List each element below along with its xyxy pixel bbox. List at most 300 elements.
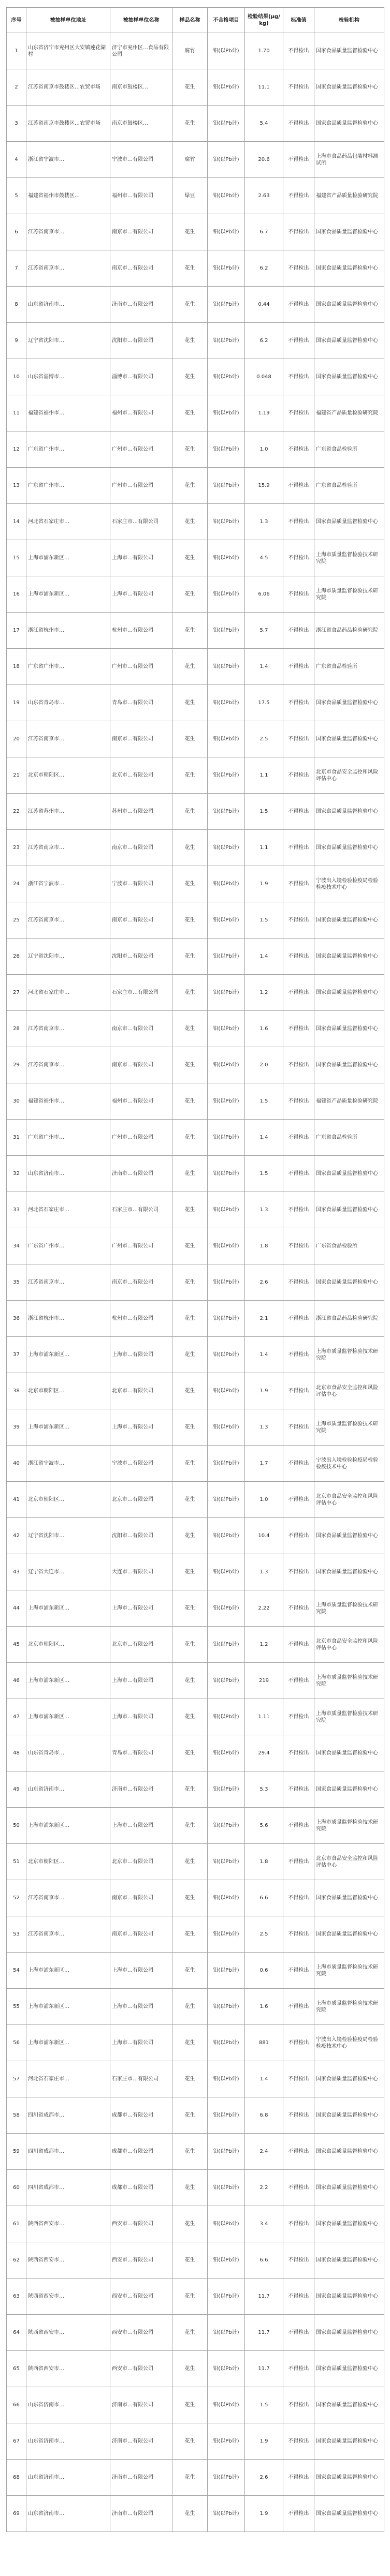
table-row — [7, 1735, 384, 1771]
agency-cell: 福建省产品质量检验研究院 — [314, 1083, 384, 1120]
agency-cell: 浙江省食品药品检验研究院 — [314, 613, 384, 649]
seq-cell: 11 — [7, 395, 26, 431]
entity-cell: 广州市…有限公司 — [110, 1228, 172, 1264]
seq-cell: 38 — [7, 1373, 26, 1409]
table-row — [7, 2460, 384, 2496]
address-cell: 山东省济南市… — [26, 2423, 110, 2460]
seq-cell: 17 — [7, 613, 26, 649]
seq-cell: 2 — [7, 69, 26, 106]
sample-cell: 花生 — [172, 1663, 208, 1699]
standard-cell: 不得检出 — [283, 1771, 314, 1808]
sample-cell: 花生 — [172, 1301, 208, 1337]
seq-cell: 12 — [7, 431, 26, 468]
standard-cell: 不得检出 — [283, 106, 314, 142]
table-row — [7, 830, 384, 866]
entity-cell: 宁波市…有限公司 — [110, 142, 172, 178]
entity-cell: 石家庄市…有限公司 — [110, 2061, 172, 2097]
item-cell: 铅(以Pb计) — [208, 33, 245, 69]
sample-cell: 花生 — [172, 1264, 208, 1301]
seq-cell: 25 — [7, 902, 26, 939]
table-row — [7, 1844, 384, 1880]
result-cell: 1.5 — [245, 902, 283, 939]
address-cell: 江苏省南京市… — [26, 1916, 110, 1953]
seq-cell: 15 — [7, 540, 26, 576]
agency-cell: 国家食品质量监督检验中心 — [314, 721, 384, 757]
table-row — [7, 2097, 384, 2134]
address-cell: 江苏省南京市… — [26, 721, 110, 757]
table-row — [7, 2242, 384, 2279]
agency-cell: 国家食品质量监督检验中心 — [314, 939, 384, 975]
entity-cell: 南京市…有限公司 — [110, 902, 172, 939]
address-cell: 上海市浦东新区… — [26, 1808, 110, 1844]
seq-cell: 8 — [7, 287, 26, 323]
result-cell: 881 — [245, 2025, 283, 2061]
sample-cell: 花生 — [172, 1844, 208, 1880]
standard-cell: 不得检出 — [283, 830, 314, 866]
result-cell: 11.7 — [245, 2279, 283, 2315]
entity-cell: 南京市鼓楼区… — [110, 69, 172, 106]
item-cell: 铅(以Pb计) — [208, 106, 245, 142]
agency-cell: 上海市质量监督检验技术研究院 — [314, 1808, 384, 1844]
header-cell: 不合格项目 — [208, 8, 245, 33]
standard-cell: 不得检出 — [283, 794, 314, 830]
entity-cell: 石家庄市…有限公司 — [110, 504, 172, 540]
address-cell: 四川省成都市… — [26, 2170, 110, 2206]
address-cell: 上海市浦东新区… — [26, 1699, 110, 1735]
result-cell: 6.2 — [245, 250, 283, 287]
table-row — [7, 1699, 384, 1735]
seq-cell: 13 — [7, 468, 26, 504]
result-cell: 1.4 — [245, 1337, 283, 1373]
address-cell: 江苏省南京市… — [26, 830, 110, 866]
result-cell: 1.4 — [245, 939, 283, 975]
entity-cell: 福州市…有限公司 — [110, 395, 172, 431]
address-cell: 山东省济南市… — [26, 2387, 110, 2423]
header-cell: 被抽样单位名称 — [110, 8, 172, 33]
seq-cell: 49 — [7, 1771, 26, 1808]
entity-cell: 沈阳市…有限公司 — [110, 939, 172, 975]
table-row — [7, 2279, 384, 2315]
result-cell: 1.5 — [245, 794, 283, 830]
seq-cell: 24 — [7, 866, 26, 902]
standard-cell: 不得检出 — [283, 2387, 314, 2423]
table-row — [7, 939, 384, 975]
agency-cell: 上海市质量监督检验技术研究院 — [314, 540, 384, 576]
address-cell: 上海市浦东新区… — [26, 2025, 110, 2061]
sample-cell: 花生 — [172, 1446, 208, 1482]
agency-cell: 国家食品质量监督检验中心 — [314, 1264, 384, 1301]
seq-cell: 20 — [7, 721, 26, 757]
agency-cell: 国家食品质量监督检验中心 — [314, 2170, 384, 2206]
item-cell: 铅(以Pb计) — [208, 866, 245, 902]
results-table — [6, 7, 384, 2532]
address-cell: 江苏省南京市… — [26, 1047, 110, 1083]
item-cell: 铅(以Pb计) — [208, 830, 245, 866]
result-cell: 1.9 — [245, 866, 283, 902]
agency-cell: 广东省食品检验所 — [314, 649, 384, 685]
agency-cell: 福建省产品质量检验研究院 — [314, 395, 384, 431]
standard-cell: 不得检出 — [283, 902, 314, 939]
sample-cell: 花生 — [172, 1771, 208, 1808]
entity-cell: 西安市…有限公司 — [110, 2279, 172, 2315]
item-cell: 铅(以Pb计) — [208, 576, 245, 613]
item-cell: 铅(以Pb计) — [208, 1989, 245, 2025]
result-cell: 5.4 — [245, 106, 283, 142]
entity-cell: 北京市…有限公司 — [110, 757, 172, 794]
seq-cell: 30 — [7, 1083, 26, 1120]
address-cell: 辽宁省沈阳市… — [26, 1518, 110, 1554]
standard-cell: 不得检出 — [283, 1156, 314, 1192]
address-cell: 四川省成都市… — [26, 2134, 110, 2170]
entity-cell: 南京市…有限公司 — [110, 214, 172, 250]
address-cell: 江苏省南京市… — [26, 1880, 110, 1916]
seq-cell: 47 — [7, 1699, 26, 1735]
result-cell: 17.5 — [245, 685, 283, 721]
item-cell: 铅(以Pb计) — [208, 1699, 245, 1735]
standard-cell: 不得检出 — [283, 1011, 314, 1047]
seq-cell: 65 — [7, 2351, 26, 2387]
entity-cell: 沈阳市…有限公司 — [110, 323, 172, 359]
agency-cell: 国家食品质量监督检验中心 — [314, 2496, 384, 2532]
sample-cell: 腐竹 — [172, 33, 208, 69]
result-cell: 1.4 — [245, 649, 283, 685]
address-cell: 上海市浦东新区… — [26, 1663, 110, 1699]
standard-cell: 不得检出 — [283, 1228, 314, 1264]
result-cell: 1.1 — [245, 830, 283, 866]
entity-cell: 沈阳市…有限公司 — [110, 1518, 172, 1554]
sample-cell: 花生 — [172, 2423, 208, 2460]
standard-cell: 不得检出 — [283, 721, 314, 757]
standard-cell: 不得检出 — [283, 431, 314, 468]
agency-cell: 国家食品质量监督检验中心 — [314, 1880, 384, 1916]
table-row — [7, 1771, 384, 1808]
entity-cell: 石家庄市…有限公司 — [110, 1192, 172, 1228]
item-cell: 铅(以Pb计) — [208, 2134, 245, 2170]
agency-cell: 上海市质量监督检验技术研究院 — [314, 1953, 384, 1989]
seq-cell: 19 — [7, 685, 26, 721]
sample-cell: 花生 — [172, 1590, 208, 1627]
sample-cell: 花生 — [172, 975, 208, 1011]
standard-cell: 不得检出 — [283, 685, 314, 721]
item-cell: 铅(以Pb计) — [208, 468, 245, 504]
address-cell: 广东省广州市… — [26, 431, 110, 468]
item-cell: 铅(以Pb计) — [208, 2387, 245, 2423]
seq-cell: 41 — [7, 1482, 26, 1518]
result-cell: 5.7 — [245, 613, 283, 649]
address-cell: 陕西省西安市… — [26, 2279, 110, 2315]
address-cell: 四川省成都市… — [26, 2097, 110, 2134]
seq-cell: 62 — [7, 2242, 26, 2279]
agency-cell: 国家食品质量监督检验中心 — [314, 2134, 384, 2170]
table-row — [7, 975, 384, 1011]
table-row — [7, 1627, 384, 1663]
address-cell: 广东省广州市… — [26, 1228, 110, 1264]
standard-cell: 不得检出 — [283, 504, 314, 540]
address-cell: 北京市朝阳区… — [26, 1627, 110, 1663]
table-row — [7, 2206, 384, 2242]
standard-cell: 不得检出 — [283, 1446, 314, 1482]
standard-cell: 不得检出 — [283, 1627, 314, 1663]
item-cell: 铅(以Pb计) — [208, 1337, 245, 1373]
result-cell: 1.2 — [245, 1627, 283, 1663]
sample-cell: 花生 — [172, 1699, 208, 1735]
item-cell: 铅(以Pb计) — [208, 1409, 245, 1446]
result-cell: 2.22 — [245, 1590, 283, 1627]
result-cell: 1.8 — [245, 1844, 283, 1880]
sample-cell: 花生 — [172, 1482, 208, 1518]
item-cell: 铅(以Pb计) — [208, 1192, 245, 1228]
item-cell: 铅(以Pb计) — [208, 504, 245, 540]
address-cell: 山东省青岛市… — [26, 1735, 110, 1771]
address-cell: 陕西省西安市… — [26, 2242, 110, 2279]
table-row — [7, 1156, 384, 1192]
table-row — [7, 1337, 384, 1373]
address-cell: 上海市浦东新区… — [26, 576, 110, 613]
result-cell: 1.19 — [245, 395, 283, 431]
entity-cell: 上海市…有限公司 — [110, 2025, 172, 2061]
result-cell: 6.6 — [245, 2242, 283, 2279]
result-cell: 1.6 — [245, 1989, 283, 2025]
entity-cell: 西安市…有限公司 — [110, 2206, 172, 2242]
item-cell: 铅(以Pb计) — [208, 2061, 245, 2097]
result-cell: 1.6 — [245, 1011, 283, 1047]
item-cell: 铅(以Pb计) — [208, 2315, 245, 2351]
sample-cell: 花生 — [172, 685, 208, 721]
table-row — [7, 2423, 384, 2460]
entity-cell: 南京市…有限公司 — [110, 830, 172, 866]
item-cell: 铅(以Pb计) — [208, 2460, 245, 2496]
seq-cell: 56 — [7, 2025, 26, 2061]
sample-cell: 花生 — [172, 2242, 208, 2279]
sample-cell: 花生 — [172, 649, 208, 685]
sample-cell: 花生 — [172, 1228, 208, 1264]
table-row — [7, 613, 384, 649]
table-row — [7, 540, 384, 576]
agency-cell: 国家食品质量监督检验中心 — [314, 1156, 384, 1192]
result-cell: 2.63 — [245, 178, 283, 214]
sample-cell: 花生 — [172, 1047, 208, 1083]
standard-cell: 不得检出 — [283, 2460, 314, 2496]
agency-cell: 广东省食品检验所 — [314, 1120, 384, 1156]
address-cell: 山东省济南市… — [26, 1156, 110, 1192]
result-cell: 1.4 — [245, 1120, 283, 1156]
sample-cell: 花生 — [172, 1011, 208, 1047]
sample-cell: 花生 — [172, 69, 208, 106]
table-row — [7, 902, 384, 939]
seq-cell: 23 — [7, 830, 26, 866]
table-row — [7, 2351, 384, 2387]
agency-cell: 国家食品质量监督检验中心 — [314, 1554, 384, 1590]
result-cell: 6.6 — [245, 1880, 283, 1916]
sample-cell: 花生 — [172, 540, 208, 576]
result-cell: 3.4 — [245, 2206, 283, 2242]
agency-cell: 上海市质量监督检验技术研究院 — [314, 1663, 384, 1699]
standard-cell: 不得检出 — [283, 2279, 314, 2315]
standard-cell: 不得检出 — [283, 2242, 314, 2279]
seq-cell: 29 — [7, 1047, 26, 1083]
agency-cell: 国家食品质量监督检验中心 — [314, 359, 384, 395]
address-cell: 陕西省西安市… — [26, 2315, 110, 2351]
header-cell: 被抽样单位地址 — [26, 8, 110, 33]
agency-cell: 广东省食品检验所 — [314, 431, 384, 468]
address-cell: 北京市朝阳区… — [26, 1373, 110, 1409]
entity-cell: 济宁市兖州区…食品有限公司 — [110, 33, 172, 69]
sample-cell: 腐竹 — [172, 142, 208, 178]
standard-cell: 不得检出 — [283, 395, 314, 431]
agency-cell: 国家食品质量监督检验中心 — [314, 2206, 384, 2242]
agency-cell: 北京市食品安全监控和风险评估中心 — [314, 1482, 384, 1518]
item-cell: 铅(以Pb计) — [208, 142, 245, 178]
item-cell: 铅(以Pb计) — [208, 2097, 245, 2134]
result-cell: 2.0 — [245, 1047, 283, 1083]
address-cell: 上海市浦东新区… — [26, 540, 110, 576]
address-cell: 广东省广州市… — [26, 468, 110, 504]
table-row — [7, 2315, 384, 2351]
standard-cell: 不得检出 — [283, 1554, 314, 1590]
entity-cell: 成都市…有限公司 — [110, 2170, 172, 2206]
sample-cell: 花生 — [172, 431, 208, 468]
table-row — [7, 1880, 384, 1916]
entity-cell: 上海市…有限公司 — [110, 1989, 172, 2025]
table-row — [7, 214, 384, 250]
address-cell: 浙江省宁波市… — [26, 866, 110, 902]
entity-cell: 广州市…有限公司 — [110, 649, 172, 685]
header-cell: 检验结果(μg/kg) — [245, 8, 283, 33]
sample-cell: 花生 — [172, 214, 208, 250]
standard-cell: 不得检出 — [283, 1916, 314, 1953]
sample-cell: 花生 — [172, 2387, 208, 2423]
result-cell: 1.1 — [245, 757, 283, 794]
entity-cell: 济南市…有限公司 — [110, 1771, 172, 1808]
item-cell: 铅(以Pb计) — [208, 794, 245, 830]
entity-cell: 上海市…有限公司 — [110, 1337, 172, 1373]
item-cell: 铅(以Pb计) — [208, 2025, 245, 2061]
address-cell: 河北省石家庄市… — [26, 504, 110, 540]
item-cell: 铅(以Pb计) — [208, 431, 245, 468]
address-cell: 山东省济南市… — [26, 287, 110, 323]
agency-cell: 广东省食品检验所 — [314, 468, 384, 504]
sample-cell: 花生 — [172, 757, 208, 794]
sample-cell: 花生 — [172, 1120, 208, 1156]
table-row — [7, 106, 384, 142]
standard-cell: 不得检出 — [283, 1663, 314, 1699]
agency-cell: 国家食品质量监督检验中心 — [314, 1771, 384, 1808]
result-cell: 11.7 — [245, 2315, 283, 2351]
item-cell: 铅(以Pb计) — [208, 1083, 245, 1120]
standard-cell: 不得检出 — [283, 287, 314, 323]
address-cell: 河北省石家庄市… — [26, 1192, 110, 1228]
standard-cell: 不得检出 — [283, 1808, 314, 1844]
entity-cell: 福州市…有限公司 — [110, 1083, 172, 1120]
sample-cell: 花生 — [172, 2206, 208, 2242]
sample-cell: 花生 — [172, 2279, 208, 2315]
agency-cell: 国家食品质量监督检验中心 — [314, 323, 384, 359]
entity-cell: 大连市…有限公司 — [110, 1554, 172, 1590]
result-cell: 1.11 — [245, 1699, 283, 1735]
standard-cell: 不得检出 — [283, 1047, 314, 1083]
address-cell: 河北省石家庄市… — [26, 2061, 110, 2097]
sample-cell: 花生 — [172, 721, 208, 757]
table-header-row — [7, 8, 384, 33]
item-cell: 铅(以Pb计) — [208, 1120, 245, 1156]
entity-cell: 南京市…有限公司 — [110, 721, 172, 757]
seq-cell: 4 — [7, 142, 26, 178]
standard-cell: 不得检出 — [283, 142, 314, 178]
seq-cell: 36 — [7, 1301, 26, 1337]
entity-cell: 上海市…有限公司 — [110, 576, 172, 613]
seq-cell: 45 — [7, 1627, 26, 1663]
address-cell: 山东省济宁市兖州区大安镇莲花湖村 — [26, 33, 110, 69]
seq-cell: 68 — [7, 2460, 26, 2496]
agency-cell: 宁波出入境检验检疫局检验检疫技术中心 — [314, 2025, 384, 2061]
standard-cell: 不得检出 — [283, 1192, 314, 1228]
result-cell: 0.44 — [245, 287, 283, 323]
address-cell: 山东省淄博市… — [26, 359, 110, 395]
seq-cell: 67 — [7, 2423, 26, 2460]
result-cell: 1.9 — [245, 2496, 283, 2532]
item-cell: 铅(以Pb计) — [208, 1518, 245, 1554]
item-cell: 铅(以Pb计) — [208, 975, 245, 1011]
sample-cell: 花生 — [172, 2170, 208, 2206]
sample-cell: 花生 — [172, 2134, 208, 2170]
item-cell: 铅(以Pb计) — [208, 1554, 245, 1590]
sample-cell: 花生 — [172, 1627, 208, 1663]
entity-cell: 淄博市…有限公司 — [110, 359, 172, 395]
item-cell: 铅(以Pb计) — [208, 1264, 245, 1301]
item-cell: 铅(以Pb计) — [208, 1011, 245, 1047]
entity-cell: 济南市…有限公司 — [110, 1156, 172, 1192]
seq-cell: 43 — [7, 1554, 26, 1590]
standard-cell: 不得检出 — [283, 649, 314, 685]
agency-cell: 上海市质量监督检验技术研究院 — [314, 1409, 384, 1446]
table-row — [7, 250, 384, 287]
sample-cell: 花生 — [172, 2496, 208, 2532]
agency-cell: 国家食品质量监督检验中心 — [314, 2460, 384, 2496]
address-cell: 浙江省宁波市… — [26, 142, 110, 178]
item-cell: 铅(以Pb计) — [208, 1373, 245, 1409]
entity-cell: 青岛市…有限公司 — [110, 685, 172, 721]
agency-cell: 国家食品质量监督检验中心 — [314, 504, 384, 540]
entity-cell: 宁波市…有限公司 — [110, 866, 172, 902]
table-row — [7, 576, 384, 613]
seq-cell: 50 — [7, 1808, 26, 1844]
table-row — [7, 1192, 384, 1228]
address-cell: 辽宁省沈阳市… — [26, 939, 110, 975]
item-cell: 铅(以Pb计) — [208, 613, 245, 649]
item-cell: 铅(以Pb计) — [208, 2170, 245, 2206]
standard-cell: 不得检出 — [283, 1373, 314, 1409]
agency-cell: 国家食品质量监督检验中心 — [314, 1735, 384, 1771]
standard-cell: 不得检出 — [283, 2315, 314, 2351]
agency-cell: 国家食品质量监督检验中心 — [314, 69, 384, 106]
seq-cell: 31 — [7, 1120, 26, 1156]
standard-cell: 不得检出 — [283, 1590, 314, 1627]
item-cell: 铅(以Pb计) — [208, 1880, 245, 1916]
result-cell: 1.3 — [245, 504, 283, 540]
sample-cell: 花生 — [172, 359, 208, 395]
item-cell: 铅(以Pb计) — [208, 1590, 245, 1627]
entity-cell: 福州市…有限公司 — [110, 178, 172, 214]
table-row — [7, 323, 384, 359]
entity-cell: 上海市…有限公司 — [110, 1409, 172, 1446]
table-row — [7, 1953, 384, 1989]
standard-cell: 不得检出 — [283, 69, 314, 106]
table-row — [7, 649, 384, 685]
item-cell: 铅(以Pb计) — [208, 69, 245, 106]
seq-cell: 6 — [7, 214, 26, 250]
entity-cell: 济南市…有限公司 — [110, 287, 172, 323]
agency-cell: 宁波出入境检验检疫局检验检疫技术中心 — [314, 866, 384, 902]
